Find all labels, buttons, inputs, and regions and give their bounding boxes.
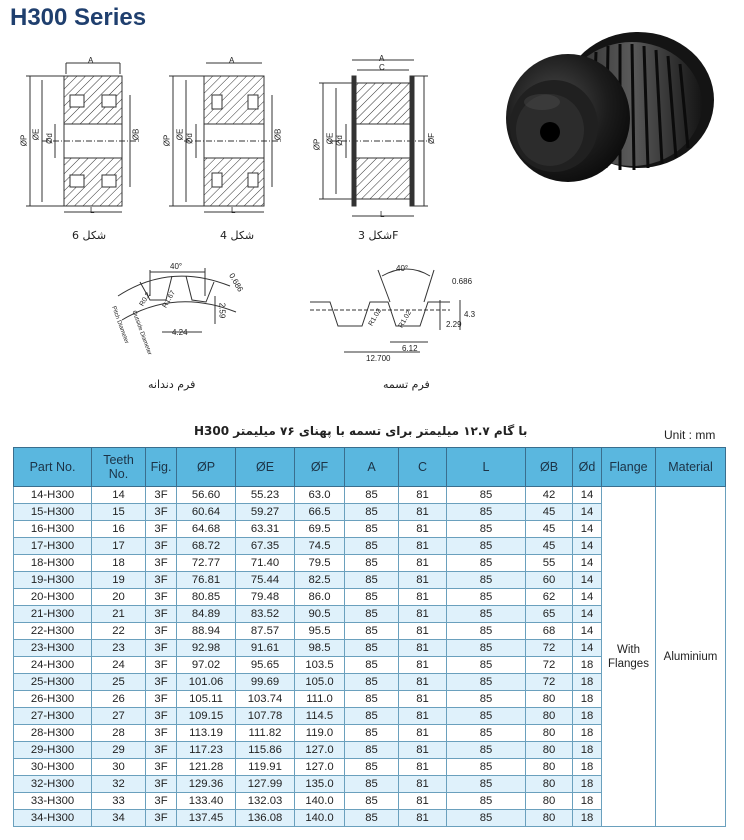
table-cell: 74.5 [295, 538, 345, 555]
table-cell: 18 [573, 759, 602, 776]
table-cell: 72 [526, 674, 573, 691]
table-cell: 15-H300 [14, 504, 92, 521]
table-cell: 119.91 [236, 759, 295, 776]
header-op: ØP [177, 448, 236, 487]
table-cell: 85 [345, 572, 399, 589]
table-cell: 119.0 [295, 725, 345, 742]
pulley-photo [496, 22, 722, 200]
tooth-dim-label: 2.59 [217, 302, 227, 319]
table-cell: 85 [447, 640, 526, 657]
table-cell: 14 [573, 538, 602, 555]
table-cell: 18 [573, 776, 602, 793]
table-cell: 17 [92, 538, 146, 555]
table-cell: 55.23 [236, 487, 295, 504]
table-cell: 23 [92, 640, 146, 657]
table-cell: 72.77 [177, 555, 236, 572]
table-cell: 66.5 [295, 504, 345, 521]
table-cell: 71.40 [236, 555, 295, 572]
table-cell: 80.85 [177, 589, 236, 606]
table-cell: 81 [399, 589, 447, 606]
table-cell: 81 [399, 623, 447, 640]
header-a: A [345, 448, 399, 487]
table-cell: 81 [399, 640, 447, 657]
table-cell: 127.99 [236, 776, 295, 793]
table-cell: 3F [146, 691, 177, 708]
table-cell: 101.06 [177, 674, 236, 691]
table-cell: 28-H300 [14, 725, 92, 742]
table-cell: 85 [447, 504, 526, 521]
table-cell: 85 [345, 810, 399, 827]
table-cell: 85 [345, 504, 399, 521]
dim-label: ØB [131, 128, 141, 141]
table-cell: 30-H300 [14, 759, 92, 776]
table-cell: 81 [399, 606, 447, 623]
table-cell: 72 [526, 657, 573, 674]
table-cell: 111.82 [236, 725, 295, 742]
table-cell: 85 [345, 759, 399, 776]
tooth-form-caption: فرم دندانه [148, 378, 196, 391]
tooth-dim-label: Pitch Diameter [110, 305, 130, 345]
table-cell: 14-H300 [14, 487, 92, 504]
dim-label: Ød [44, 133, 54, 144]
belt-dim-label: 6.12 [402, 344, 418, 353]
table-cell: 21 [92, 606, 146, 623]
dim-label: L [90, 206, 95, 215]
table-cell: 81 [399, 759, 447, 776]
table-cell: 121.28 [177, 759, 236, 776]
table-cell: 127.0 [295, 742, 345, 759]
table-cell: 3F [146, 793, 177, 810]
belt-dim-label: 0.686 [452, 277, 473, 286]
table-cell: 18 [92, 555, 146, 572]
table-cell: 3F [146, 725, 177, 742]
table-cell: 136.08 [236, 810, 295, 827]
table-cell: 24 [92, 657, 146, 674]
table-cell: 80 [526, 793, 573, 810]
table-cell: 21-H300 [14, 606, 92, 623]
table-cell: 81 [399, 776, 447, 793]
table-cell: 45 [526, 538, 573, 555]
dim-label: ØP [162, 134, 172, 147]
table-cell: 85 [447, 572, 526, 589]
table-cell: 14 [573, 555, 602, 572]
table-cell: 85 [345, 555, 399, 572]
table-cell: 27 [92, 708, 146, 725]
table-cell: 29 [92, 742, 146, 759]
table-cell: 95.65 [236, 657, 295, 674]
figure-3f-caption: شکل 3F [358, 229, 399, 242]
table-cell: 91.61 [236, 640, 295, 657]
table-cell: 85 [447, 606, 526, 623]
table-cell: 14 [573, 623, 602, 640]
table-cell: 98.5 [295, 640, 345, 657]
dim-label: ØE [175, 128, 185, 141]
table-cell: 85 [447, 759, 526, 776]
table-cell: 81 [399, 572, 447, 589]
table-cell: 84.89 [177, 606, 236, 623]
tooth-dim-label: 4.24 [172, 328, 188, 337]
table-cell: 68.72 [177, 538, 236, 555]
material-cell: Aluminium [656, 487, 726, 827]
table-cell: 85 [345, 640, 399, 657]
table-cell: 79.48 [236, 589, 295, 606]
belt-angle-label: 40° [396, 264, 409, 273]
table-cell: 105.0 [295, 674, 345, 691]
table-cell: 85 [345, 674, 399, 691]
table-cell: 23-H300 [14, 640, 92, 657]
flange-line: With [617, 643, 640, 656]
table-cell: 42 [526, 487, 573, 504]
dim-label: L [380, 210, 385, 219]
dim-label: ØP [19, 134, 29, 147]
table-cell: 3F [146, 708, 177, 725]
table-cell: 26 [92, 691, 146, 708]
tooth-dim-label: R1.67 [161, 289, 178, 310]
table-cell: 63.0 [295, 487, 345, 504]
table-cell: 68 [526, 623, 573, 640]
table-cell: 14 [573, 521, 602, 538]
table-cell: 14 [92, 487, 146, 504]
table-cell: 80 [526, 810, 573, 827]
table-cell: 14 [573, 487, 602, 504]
table-cell: 3F [146, 657, 177, 674]
table-cell: 85 [447, 691, 526, 708]
header-c: C [399, 448, 447, 487]
table-cell: 65 [526, 606, 573, 623]
table-cell: 69.5 [295, 521, 345, 538]
table-cell: 133.40 [177, 793, 236, 810]
table-cell: 29-H300 [14, 742, 92, 759]
belt-dim-label: 2.29 [446, 320, 462, 329]
table-cell: 18 [573, 810, 602, 827]
table-cell: 103.5 [295, 657, 345, 674]
table-cell: 81 [399, 487, 447, 504]
dim-label: A [88, 56, 94, 65]
dim-label: ØB [273, 128, 283, 141]
table-cell: 3F [146, 742, 177, 759]
table-cell: 32-H300 [14, 776, 92, 793]
table-cell: 3F [146, 776, 177, 793]
table-cell: 76.81 [177, 572, 236, 589]
table-cell: 3F [146, 504, 177, 521]
table-cell: 97.02 [177, 657, 236, 674]
table-cell: 88.94 [177, 623, 236, 640]
table-cell: 107.78 [236, 708, 295, 725]
belt-dim-label: 4.3 [464, 310, 476, 319]
table-cell: 60 [526, 572, 573, 589]
table-cell: 64.68 [177, 521, 236, 538]
table-cell: 3F [146, 589, 177, 606]
table-cell: 81 [399, 810, 447, 827]
dim-label: L [231, 206, 236, 215]
dim-label: Ød [334, 135, 344, 146]
table-cell: 85 [447, 810, 526, 827]
table-cell: 137.45 [177, 810, 236, 827]
dim-label: A [379, 54, 385, 63]
table-cell: 85 [447, 521, 526, 538]
dim-label: ØE [325, 132, 335, 145]
table-cell: 83.52 [236, 606, 295, 623]
table-cell: 14 [573, 606, 602, 623]
belt-dim-label: R1.02 [397, 309, 414, 330]
table-cell: 79.5 [295, 555, 345, 572]
table-cell: 14 [573, 589, 602, 606]
flange-line: Flanges [608, 657, 649, 670]
table-cell: 19 [92, 572, 146, 589]
table-cell: 27-H300 [14, 708, 92, 725]
table-cell: 85 [447, 657, 526, 674]
table-cell: 14 [573, 640, 602, 657]
table-cell: 14 [573, 504, 602, 521]
table-cell: 25-H300 [14, 674, 92, 691]
table-cell: 3F [146, 521, 177, 538]
dim-label: Ød [184, 133, 194, 144]
table-cell: 3F [146, 640, 177, 657]
flange-cell [602, 487, 656, 827]
table-cell: 85 [447, 708, 526, 725]
page-title: H300 Series [10, 4, 147, 31]
table-cell: 81 [399, 691, 447, 708]
table-cell: 3F [146, 759, 177, 776]
table-cell: 3F [146, 674, 177, 691]
pulley-spec-table [13, 447, 726, 827]
table-cell: 3F [146, 623, 177, 640]
table-cell: 33 [92, 793, 146, 810]
belt-form-drawing [310, 269, 460, 352]
table-cell: 85 [447, 487, 526, 504]
table-cell: 59.27 [236, 504, 295, 521]
table-cell: 113.19 [177, 725, 236, 742]
table-cell: 14 [573, 572, 602, 589]
table-header-row [14, 448, 726, 487]
table-cell: 85 [345, 589, 399, 606]
table-cell: 85 [447, 555, 526, 572]
table-cell: 3F [146, 810, 177, 827]
table-cell: 117.23 [177, 742, 236, 759]
table-cell: 92.98 [177, 640, 236, 657]
table-cell: 67.35 [236, 538, 295, 555]
table-cell: 75.44 [236, 572, 295, 589]
table-cell: 55 [526, 555, 573, 572]
table-cell: 81 [399, 504, 447, 521]
dim-label: ØE [31, 128, 41, 141]
table-cell: 25 [92, 674, 146, 691]
table-cell: 85 [345, 691, 399, 708]
table-cell: 45 [526, 521, 573, 538]
table-cell: 3F [146, 572, 177, 589]
table-cell: 81 [399, 521, 447, 538]
header-oe: ØE [236, 448, 295, 487]
header-flange: Flange [602, 448, 656, 487]
table-cell: 22-H300 [14, 623, 92, 640]
table-cell: 82.5 [295, 572, 345, 589]
table-cell: 85 [345, 742, 399, 759]
unit-label: Unit : mm [664, 428, 716, 442]
table-cell: 85 [447, 776, 526, 793]
table-cell: 18 [573, 742, 602, 759]
table-cell: 3F [146, 538, 177, 555]
table-cell: 3F [146, 555, 177, 572]
belt-dim-label: R1.02 [367, 307, 384, 328]
table-cell: 85 [447, 674, 526, 691]
table-cell: 81 [399, 708, 447, 725]
table-cell: 135.0 [295, 776, 345, 793]
table-cell: 85 [447, 623, 526, 640]
table-caption: H300 با گام ۱۲.۷ میلیمتر برای تسمه با پهنای ۷۶ میلیمتر [194, 424, 528, 438]
table-cell: 95.5 [295, 623, 345, 640]
table-cell: 85 [345, 725, 399, 742]
table-cell: 32 [92, 776, 146, 793]
table-cell: 18 [573, 708, 602, 725]
table-cell: 80 [526, 742, 573, 759]
belt-form-caption: فرم تسمه [383, 378, 430, 391]
table-cell: 81 [399, 674, 447, 691]
header-of: ØF [295, 448, 345, 487]
table-cell: 33-H300 [14, 793, 92, 810]
belt-dim-label: 12.700 [366, 354, 391, 363]
table-cell: 85 [447, 725, 526, 742]
table-cell: 105.11 [177, 691, 236, 708]
tooth-dim-label: Outside Diameter [130, 310, 153, 356]
header-teeth-no: Teeth No. [92, 448, 146, 487]
table-cell: 85 [345, 657, 399, 674]
table-cell: 16-H300 [14, 521, 92, 538]
table-cell: 26-H300 [14, 691, 92, 708]
table-cell: 85 [447, 793, 526, 810]
table-cell: 114.5 [295, 708, 345, 725]
table-cell: 18 [573, 674, 602, 691]
table-cell: 81 [399, 793, 447, 810]
header-ob: ØB [526, 448, 573, 487]
table-cell: 81 [399, 657, 447, 674]
table-cell: 15 [92, 504, 146, 521]
table-cell: 30 [92, 759, 146, 776]
table-cell: 17-H300 [14, 538, 92, 555]
table-cell: 81 [399, 555, 447, 572]
header-od: Ød [573, 448, 602, 487]
table-cell: 3F [146, 487, 177, 504]
table-cell: 16 [92, 521, 146, 538]
table-cell: 18 [573, 691, 602, 708]
table-cell: 99.69 [236, 674, 295, 691]
table-cell: 80 [526, 691, 573, 708]
header-fig: Fig. [146, 448, 177, 487]
tooth-dim-label: R0.2 [138, 291, 153, 308]
table-cell: 80 [526, 759, 573, 776]
table-cell: 81 [399, 538, 447, 555]
table-cell: 81 [399, 742, 447, 759]
table-cell: 18 [573, 793, 602, 810]
dim-label: C [379, 63, 385, 72]
table-cell: 18 [573, 657, 602, 674]
table-cell: 85 [345, 487, 399, 504]
table-cell: 111.0 [295, 691, 345, 708]
table-cell: 80 [526, 708, 573, 725]
table-cell: 85 [447, 742, 526, 759]
table-cell: 85 [345, 538, 399, 555]
table-cell: 109.15 [177, 708, 236, 725]
dim-label: ØF [427, 132, 437, 145]
table-cell: 20 [92, 589, 146, 606]
table-cell: 140.0 [295, 810, 345, 827]
table-cell: 34 [92, 810, 146, 827]
table-cell: 85 [447, 589, 526, 606]
table-cell: 81 [399, 725, 447, 742]
table-cell: 56.60 [177, 487, 236, 504]
table-row [14, 487, 726, 504]
table-cell: 45 [526, 504, 573, 521]
table-cell: 86.0 [295, 589, 345, 606]
dim-label: A [229, 56, 235, 65]
table-cell: 127.0 [295, 759, 345, 776]
tooth-dim-label: 0.686 [227, 271, 245, 294]
table-cell: 85 [345, 776, 399, 793]
table-cell: 103.74 [236, 691, 295, 708]
table-cell: 85 [345, 521, 399, 538]
table-cell: 85 [447, 538, 526, 555]
table-cell: 85 [345, 606, 399, 623]
table-cell: 80 [526, 725, 573, 742]
table-cell: 85 [345, 708, 399, 725]
table-cell: 62 [526, 589, 573, 606]
table-cell: 18-H300 [14, 555, 92, 572]
header-part-no: Part No. [14, 448, 92, 487]
figure-6-drawing [26, 63, 140, 212]
table-cell: 85 [345, 623, 399, 640]
table-cell: 3F [146, 606, 177, 623]
figure-6-caption: شکل 6 [72, 229, 107, 242]
header-l: L [447, 448, 526, 487]
table-cell: 18 [573, 725, 602, 742]
table-cell: 115.86 [236, 742, 295, 759]
table-cell: 60.64 [177, 504, 236, 521]
table-cell: 90.5 [295, 606, 345, 623]
table-cell: 85 [345, 793, 399, 810]
table-cell: 22 [92, 623, 146, 640]
table-cell: 129.36 [177, 776, 236, 793]
tooth-angle-label: 40° [170, 262, 183, 271]
table-cell: 72 [526, 640, 573, 657]
figure-4-caption: شکل 4 [220, 229, 255, 242]
table-cell: 80 [526, 776, 573, 793]
table-cell: 63.31 [236, 521, 295, 538]
table-cell: 24-H300 [14, 657, 92, 674]
table-body [14, 487, 726, 827]
table-cell: 28 [92, 725, 146, 742]
table-cell: 34-H300 [14, 810, 92, 827]
dim-label: ØP [312, 138, 322, 151]
table-cell: 140.0 [295, 793, 345, 810]
table-cell: 132.03 [236, 793, 295, 810]
table-cell: 20-H300 [14, 589, 92, 606]
table-cell: 19-H300 [14, 572, 92, 589]
table-cell: 87.57 [236, 623, 295, 640]
header-material: Material [656, 448, 726, 487]
